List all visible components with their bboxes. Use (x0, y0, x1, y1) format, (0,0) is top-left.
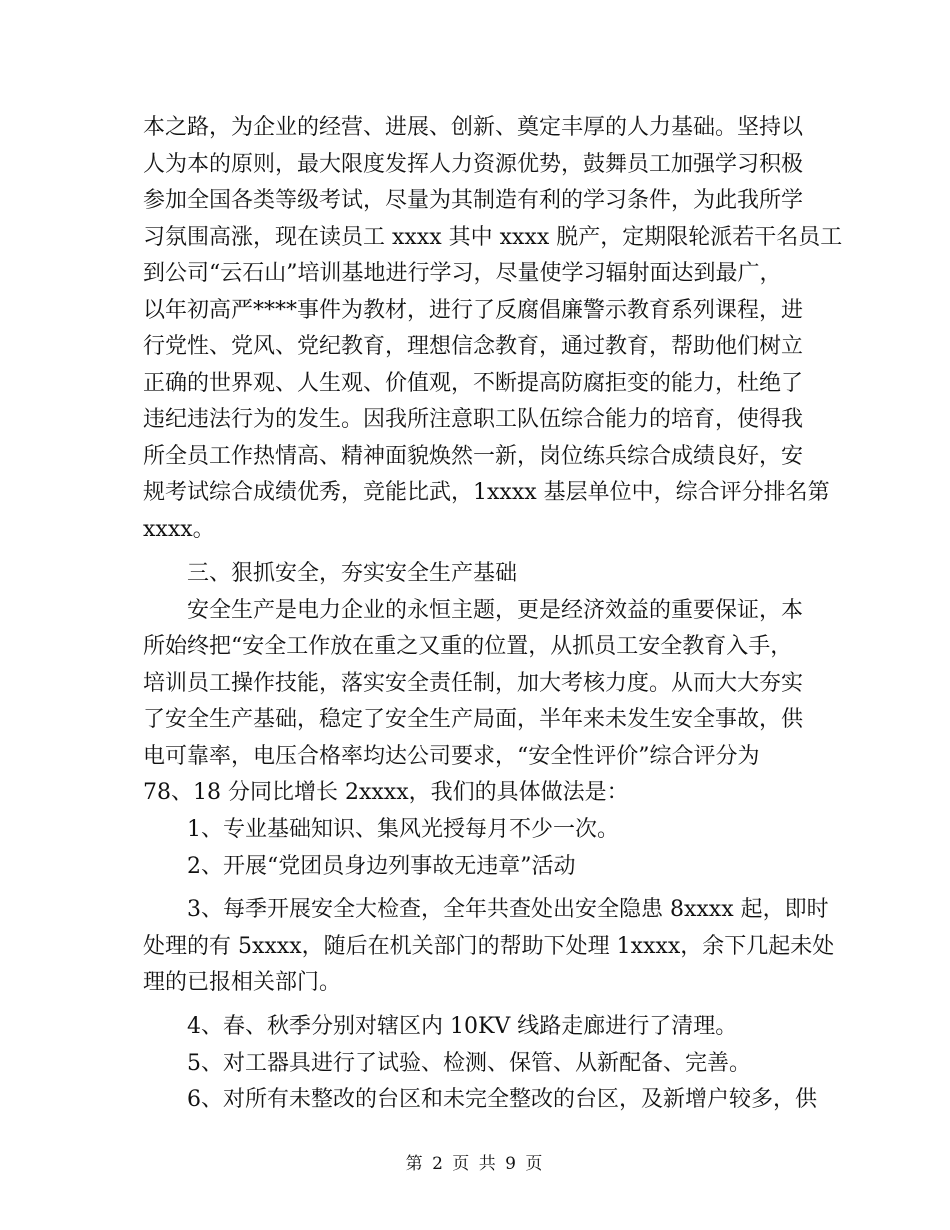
text-line: 理的已报相关部门。 (143, 970, 342, 995)
text-line: 本之路，为企业的经营、进展、创新、奠定丰厚的人力基础。坚持以 (143, 115, 804, 140)
list-item: 5、对工器具进行了试验、检测、保管、从新配备、完善。 (187, 1051, 751, 1076)
text-line: 所始终把“安全工作放在重之又重的位置，从抓员工安全教育入手， (143, 634, 793, 659)
text-line: 到公司“云石山”培训基地进行学习，尽量使学习辐射面达到最广， (143, 261, 782, 286)
text-line: 以年初高严****事件为教材，进行了反腐倡廉警示教育系列课程，进 (143, 298, 804, 323)
text-line: 培训员工操作技能，落实安全责任制，加大考核力度。从而大大夯实 (143, 671, 804, 696)
text-line: 参加全国各类等级考试，尽量为其制造有利的学习条件，为此我所学 (143, 188, 804, 213)
text-line: 了安全生产基础，稳定了安全生产局面，半年来未发生安全事故，供 (143, 707, 804, 732)
text-line: xxxx。 (143, 517, 215, 542)
list-item: 2、开展“党团员身边列事故无违章”活动 (187, 854, 576, 879)
text-line: 电可靠率，电压合格率均达公司要求，“安全性评价”综合评分为 (143, 744, 760, 769)
list-item: 1、专业基础知识、集风光授每月不少一次。 (187, 817, 619, 842)
text-line: 人为本的原则，最大限度发挥人力资源优势，鼓舞员工加强学习积极 (143, 152, 804, 177)
text-line: 习氛围高涨，现在读员工 xxxx 其中 xxxx 脱产，定期限轮派若干名员工 (143, 225, 843, 250)
page-footer: 第 2 页 共 9 页 (405, 1154, 545, 1174)
text-line: 78、18 分同比增长 2xxxx，我们的具体做法是： (143, 780, 629, 805)
text-line: 行党性、党风、党纪教育，理想信念教育，通过教育，帮助他们树立 (143, 334, 804, 359)
text-line: 正确的世界观、人生观、价值观，不断提高防腐拒变的能力，杜绝了 (143, 371, 804, 396)
text-line: 违纪违法行为的发生。因我所注意职工队伍综合能力的培育，使得我 (143, 407, 804, 432)
list-item: 3、每季开展安全大检查，全年共查处出安全隐患 8xxxx 起，即时 (187, 897, 829, 922)
section-heading: 三、狠抓安全，夯实安全生产基础 (187, 561, 518, 586)
text-line: 处理的有 5xxxx，随后在机关部门的帮助下处理 1xxxx，余下几起未处 (143, 934, 835, 959)
text-line: 规考试综合成绩优秀，竞能比武，1xxxx 基层单位中，综合评分排名第 (143, 480, 830, 505)
list-item: 4、春、秋季分别对辖区内 10KV 线路走廊进行了清理。 (187, 1014, 738, 1039)
list-item: 6、对所有未整改的台区和未完全整改的台区，及新增户较多，供 (187, 1087, 817, 1112)
text-line: 所全员工作热情高、精神面貌焕然一新，岗位练兵综合成绩良好，安 (143, 444, 804, 469)
text-line: 安全生产是电力企业的永恒主题，更是经济效益的重要保证，本 (187, 598, 804, 623)
